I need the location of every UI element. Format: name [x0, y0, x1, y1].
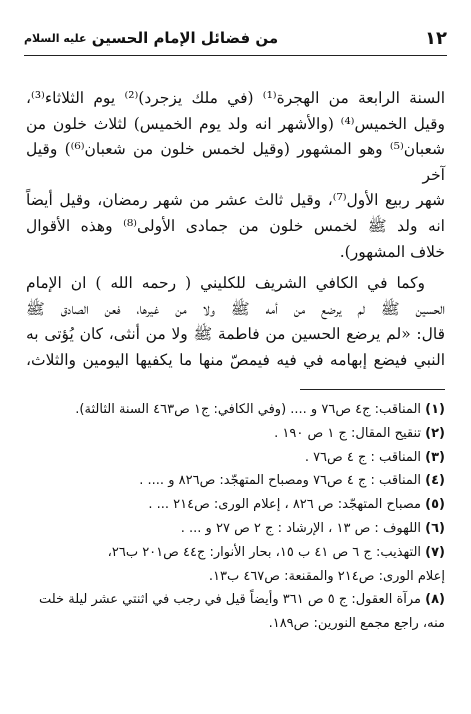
body-line: شهر ربيع الأول⁽⁷⁾، وقيل ثالث عشر من شهر رمضان، وقيل أيضاً [26, 191, 445, 210]
body-line: شعبان⁽⁵⁾ وهو المشهور (وقيل لخمس خلون من شعبان⁽⁶⁾) وقيل آخر [26, 140, 446, 184]
body-line: وقيل الخميس⁽⁴⁾ (والأشهر انه ولد يوم الخميس) لثلاث خلون من [26, 114, 445, 133]
footnote: (٤) المناقب : ج ٤ ص٧٦ ومصباح المتهجّد: ص٨٢٦ و .... . [139, 473, 445, 489]
honorific-glyph: عليه السلام [24, 32, 87, 45]
footnote: (٣) المناقب : ج ٤ ص٧٦ . [304, 449, 445, 465]
body-line: انه ولد ﷺ لخمس خلون من جمادى الأولى⁽⁸⁾ وهذه الأقوال [26, 216, 445, 235]
footnote: (٧) التهذيب: ج ٦ ص ٤١ ب ١٥، بحار الأنوار: ج٤٤ ص٢٠١ ب٢٦، إعلام الورى: ص٢١٤ والمقنعة: ص٤٦٧ ب١٣. [107, 544, 445, 584]
body-line: السنة الرابعة من الهجرة⁽¹⁾ (في ملك يزجرد)⁽²⁾ يوم الثلاثاء⁽³⁾، [26, 89, 446, 107]
footnote: (٨) مرآة العقول: ج ٥ ص ٣٦١ وأيضاً قيل في رجب في اثنتي عشر ليلة خلت منه، راجع مجمع النورين: ص١٨٩. [38, 592, 445, 632]
body-line: الحسين ﷺ لم يرضع من أمه ﷺ ولا من غيرها، فعن الصادق ﷺ [26, 299, 445, 318]
running-title-text: من فضائل الإمام الحسين [91, 29, 279, 47]
body-line: خلاف المشهور). [339, 242, 445, 261]
footnote-separator [300, 389, 445, 390]
footnotes [26, 398, 445, 636]
footnote: (١) المناقب: ج٤ ص٧٦ و .... (وفي الكافي: ج١ ص٤٦٣ السنة الثالثة). [75, 402, 445, 417]
header-rule [24, 55, 447, 56]
body-line: قال: «لم يرضع الحسين من فاطمة ﷺ ولا من أنثى، كان يُؤتى به [26, 325, 445, 344]
body-text [26, 86, 445, 374]
body-line: النبي فيضع إبهامه في فيه فيمصّ منها ما يكفيها اليومين والثلاث، [26, 350, 445, 369]
footnote: (٢) تنقيح المقال: ج ١ ص ١٩٠ . [274, 425, 445, 441]
body-line: وكما في الكافي الشريف للكليني ( رحمه الله ) ان الإمام [26, 274, 425, 293]
footnote: (٦) اللهوف : ص ١٣ ، الإرشاد : ج ٢ ص ٢٧ و ... . [180, 520, 445, 536]
running-title [24, 29, 278, 47]
footnote: (٥) مصباح المتهجّد: ص ٨٢٦ ، إعلام الورى: ص٢١٤ ... . [148, 497, 445, 513]
page-number: ١٢ [425, 27, 447, 49]
running-header [24, 24, 447, 52]
